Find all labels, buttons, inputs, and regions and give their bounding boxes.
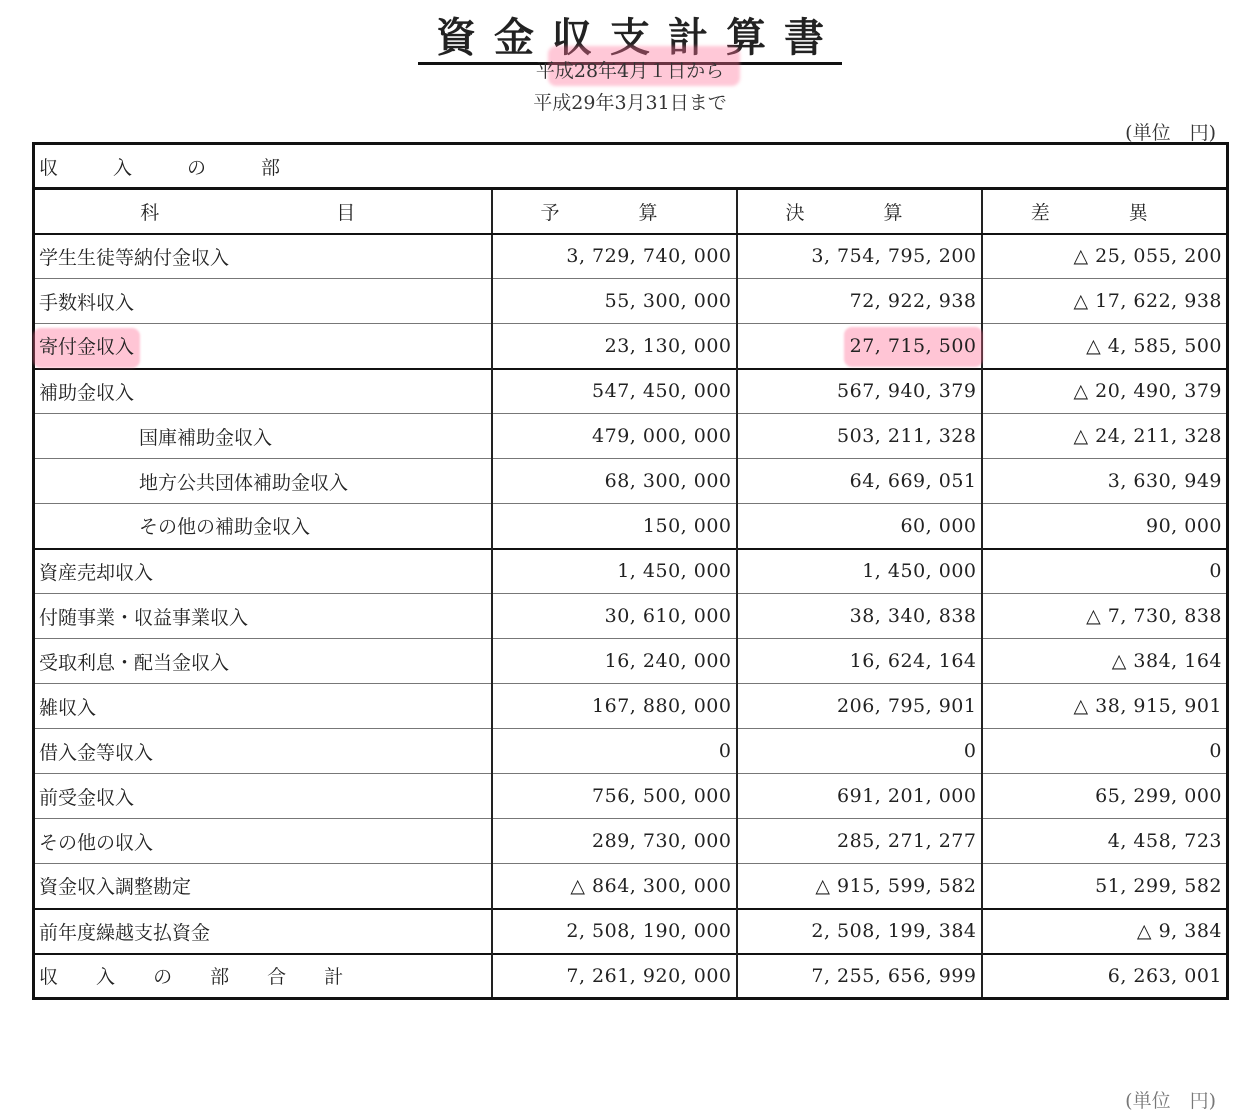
- budget-cell: 2, 508, 190, 000: [492, 909, 737, 954]
- budget-cell: 55, 300, 000: [492, 279, 737, 324]
- total-budget: 7, 261, 920, 000: [492, 954, 737, 999]
- table-row: [34, 819, 1228, 864]
- actual-cell: 2, 508, 199, 384: [737, 909, 982, 954]
- donation-actual-highlight: 27, 715, 500: [849, 334, 977, 357]
- budget-cell: 23, 130, 000: [492, 324, 737, 369]
- difference-cell: 3, 630, 949: [982, 459, 1228, 504]
- row-label: 雑収入: [34, 684, 492, 729]
- actual-cell: 503, 211, 328: [737, 414, 982, 459]
- total-row: [34, 954, 1228, 999]
- row-label: 付随事業・収益事業収入: [34, 594, 492, 639]
- budget-cell: 167, 880, 000: [492, 684, 737, 729]
- difference-cell: △ 38, 915, 901: [982, 684, 1228, 729]
- budget-cell: 3, 729, 740, 000: [492, 234, 737, 279]
- header-budget: 予 算: [492, 189, 737, 234]
- difference-cell: 4, 458, 723: [982, 819, 1228, 864]
- table-row: [34, 864, 1228, 909]
- actual-cell: 691, 201, 000: [737, 774, 982, 819]
- actual-cell: △ 915, 599, 582: [737, 864, 982, 909]
- period-to: 平成29年3月31日まで: [533, 92, 727, 114]
- table-row: [34, 459, 1228, 504]
- difference-cell: △ 384, 164: [982, 639, 1228, 684]
- difference-cell: 0: [982, 549, 1228, 594]
- row-label: 前年度繰越支払資金: [34, 909, 492, 954]
- total-difference: 6, 263, 001: [982, 954, 1228, 999]
- row-label: 地方公共団体補助金収入: [34, 459, 492, 504]
- difference-cell: △ 4, 585, 500: [982, 324, 1228, 369]
- difference-cell: 65, 299, 000: [982, 774, 1228, 819]
- table-row: [34, 369, 1228, 414]
- period-from: 平成28年4月１日から: [535, 60, 725, 82]
- actual-cell: 1, 450, 000: [737, 549, 982, 594]
- budget-cell: 547, 450, 000: [492, 369, 737, 414]
- difference-cell: △ 25, 055, 200: [982, 234, 1228, 279]
- budget-cell: △ 864, 300, 000: [492, 864, 737, 909]
- difference-cell: △ 20, 490, 379: [982, 369, 1228, 414]
- difference-cell: △ 7, 730, 838: [982, 594, 1228, 639]
- table-row: [34, 909, 1228, 954]
- difference-cell: △ 17, 622, 938: [982, 279, 1228, 324]
- difference-cell: △ 9, 384: [982, 909, 1228, 954]
- row-label: 借入金等収入: [34, 729, 492, 774]
- difference-cell: 90, 000: [982, 504, 1228, 549]
- row-label: [34, 324, 492, 369]
- actual-cell: 567, 940, 379: [737, 369, 982, 414]
- actual-cell: [737, 324, 982, 369]
- actual-cell: 0: [737, 729, 982, 774]
- table-row: [34, 594, 1228, 639]
- table-row: [34, 234, 1228, 279]
- budget-cell: 68, 300, 000: [492, 459, 737, 504]
- budget-cell: 150, 000: [492, 504, 737, 549]
- row-label: 前受金収入: [34, 774, 492, 819]
- document-title: 資金収支計算書: [0, 6, 1260, 63]
- budget-cell: 16, 240, 000: [492, 639, 737, 684]
- difference-cell: 0: [982, 729, 1228, 774]
- table-row: [34, 684, 1228, 729]
- row-label: 受取利息・配当金収入: [34, 639, 492, 684]
- row-label: 国庫補助金収入: [34, 414, 492, 459]
- header-row: [34, 189, 1228, 234]
- row-label: 資産売却収入: [34, 549, 492, 594]
- header-actual: 決 算: [737, 189, 982, 234]
- table-row: [34, 549, 1228, 594]
- table-row: [34, 324, 1228, 369]
- cashflow-table: [32, 142, 1229, 1000]
- table-row: [34, 504, 1228, 549]
- difference-cell: 51, 299, 582: [982, 864, 1228, 909]
- actual-cell: 16, 624, 164: [737, 639, 982, 684]
- row-label: その他の補助金収入: [34, 504, 492, 549]
- row-label: 手数料収入: [34, 279, 492, 324]
- section-label: 収 入 の 部: [34, 144, 1228, 189]
- unit-label: (単位 円): [1125, 122, 1216, 144]
- difference-cell: △ 24, 211, 328: [982, 414, 1228, 459]
- budget-cell: 756, 500, 000: [492, 774, 737, 819]
- actual-cell: 206, 795, 901: [737, 684, 982, 729]
- actual-cell: 72, 922, 938: [737, 279, 982, 324]
- actual-cell: 38, 340, 838: [737, 594, 982, 639]
- budget-cell: 289, 730, 000: [492, 819, 737, 864]
- table-row: [34, 279, 1228, 324]
- budget-cell: 1, 450, 000: [492, 549, 737, 594]
- budget-cell: 479, 000, 000: [492, 414, 737, 459]
- row-label: 補助金収入: [34, 369, 492, 414]
- header-difference: 差 異: [982, 189, 1228, 234]
- total-actual: 7, 255, 656, 999: [737, 954, 982, 999]
- actual-cell: 285, 271, 277: [737, 819, 982, 864]
- donation-label-highlight: 寄付金収入: [39, 336, 135, 359]
- table-row: [34, 414, 1228, 459]
- row-label: その他の収入: [34, 819, 492, 864]
- budget-cell: 0: [492, 729, 737, 774]
- actual-cell: 60, 000: [737, 504, 982, 549]
- row-label: 学生生徒等納付金収入: [34, 234, 492, 279]
- header-subject: 科 目: [34, 189, 492, 234]
- unit-label-bottom: (単位 円): [1125, 1090, 1216, 1112]
- actual-cell: 64, 669, 051: [737, 459, 982, 504]
- actual-cell: 3, 754, 795, 200: [737, 234, 982, 279]
- table-row: [34, 729, 1228, 774]
- table-row: [34, 639, 1228, 684]
- table-row: [34, 774, 1228, 819]
- budget-cell: 30, 610, 000: [492, 594, 737, 639]
- total-label: 収 入 の 部 合 計: [34, 954, 492, 999]
- row-label: 資金収入調整勘定: [34, 864, 492, 909]
- section-row: [34, 144, 1228, 189]
